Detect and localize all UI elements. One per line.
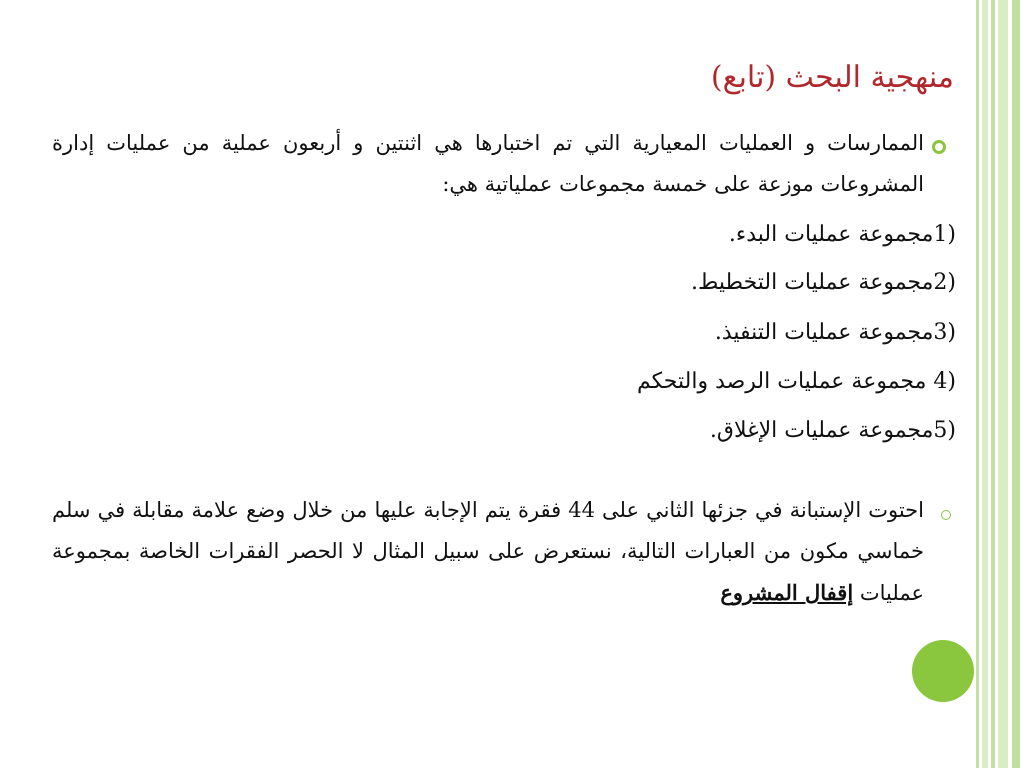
- group-number: 3): [933, 320, 956, 345]
- group-number: 4): [933, 369, 956, 394]
- group-label: مجموعة عمليات التنفيذ.: [714, 320, 934, 345]
- group-label: مجموعة عمليات الإغلاق.: [709, 418, 934, 443]
- group-label: مجموعة عمليات التخطيط.: [691, 270, 934, 295]
- bullet-paragraph-1: الممارسات و العمليات المعيارية التي تم اختبارها هي اثنتين و أربعون عملية من عمليات إدارة المشروعات موزعة على خمسة مجموعات عملياتية هي:: [52, 131, 924, 196]
- process-group-item-2: [691, 270, 956, 295]
- decorative-green-circle: [912, 640, 974, 702]
- group-number: 1): [933, 222, 956, 247]
- decor-stripe-5: [1012, 0, 1020, 768]
- process-group-item-3: [715, 320, 956, 345]
- decor-stripe-2: [982, 0, 988, 768]
- process-group-item-1: [729, 222, 956, 247]
- group-number: 5): [933, 418, 956, 443]
- paragraph-text: احتوت الإستبانة في جزئها الثاني على 44 فقرة يتم الإجابة عليها من خلال وضع علامة مقابلة في سلم خماسي مكون من العبارات التالية، نستعرض على سبيل المثال لا الحصر الفقرات الخاصة بمجموعة عمليات: [52, 498, 924, 605]
- group-label: مجموعة عمليات الرصد والتحكم: [637, 369, 934, 394]
- process-group-item-4: [637, 369, 956, 394]
- small-circle-bullet-icon: [941, 510, 951, 520]
- decor-stripe-3: [991, 0, 995, 768]
- slide-title: منهجية البحث (تابع): [710, 60, 954, 95]
- process-group-item-5: [710, 418, 956, 443]
- group-label: مجموعة عمليات البدء.: [728, 222, 934, 247]
- group-number: 2): [933, 270, 956, 295]
- decor-stripe-1: [976, 0, 979, 768]
- bullet-paragraph-2: [52, 490, 924, 614]
- decor-stripe-4: [998, 0, 1008, 768]
- emphasized-phrase: إقفال المشروع: [720, 580, 854, 605]
- hollow-circle-bullet-icon: [932, 140, 946, 154]
